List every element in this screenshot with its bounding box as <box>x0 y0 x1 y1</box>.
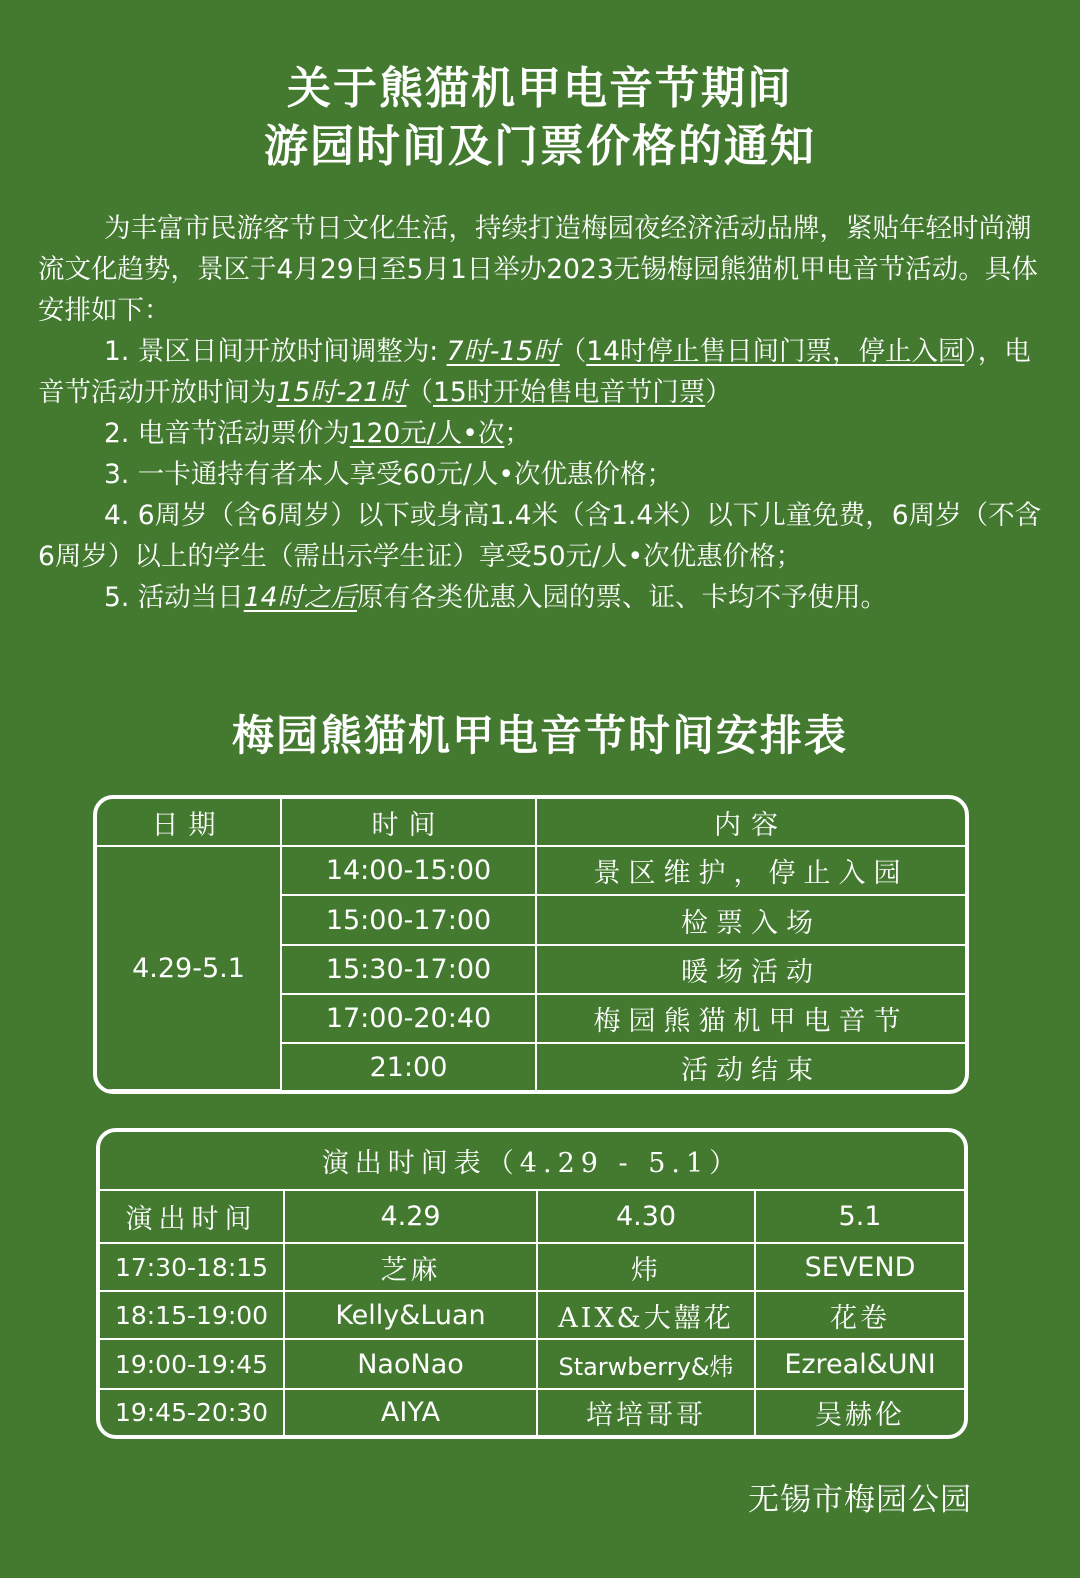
schedule-content: 景区维护，停止入园 <box>536 846 965 895</box>
item1-paren-open: （ <box>559 336 587 367</box>
item2-end: ； <box>504 418 531 449</box>
footer-organization: 无锡市梅园公园 <box>748 1482 972 1518</box>
schedule-table <box>93 795 969 1094</box>
schedule-header-row <box>97 799 965 846</box>
item1-prefix: 1. 景区日间开放时间调整为: <box>104 336 447 367</box>
notice-title-line2: 游园时间及门票价格的通知 <box>264 121 816 172</box>
performer: 培培哥哥 <box>537 1389 755 1435</box>
header-content: 内容 <box>536 799 965 846</box>
performer: AIX&大囍花 <box>537 1291 755 1339</box>
schedule-time: 14:00-15:00 <box>281 846 536 895</box>
item1-day-hours: 7时-15时 <box>446 336 560 367</box>
performance-title-row <box>100 1132 964 1190</box>
performer: 炜 <box>537 1243 755 1291</box>
item2-prefix: 2. 电音节活动票价为 <box>104 418 350 449</box>
schedule-content: 暖场活动 <box>536 945 965 994</box>
item5-prefix: 5. 活动当日 <box>104 582 244 613</box>
table-row <box>100 1243 964 1291</box>
schedule-content: 检票入场 <box>536 895 965 945</box>
notice-intro: 为丰富市民游客节日文化生活，持续打造梅园夜经济活动品牌，紧贴年轻时尚潮流文化趋势，景区于4月29日至5月1日举办2023无锡梅园熊猫机甲电音节活动。具体安排如下： <box>38 213 1038 326</box>
schedule-time: 15:00-17:00 <box>281 895 536 945</box>
schedule-content: 活动结束 <box>536 1043 965 1090</box>
header-day-3: 5.1 <box>755 1190 964 1243</box>
schedule-time: 17:00-20:40 <box>281 994 536 1043</box>
performer: SEVEND <box>755 1243 964 1291</box>
performer: 花卷 <box>755 1291 964 1339</box>
performer: NaoNao <box>284 1339 537 1389</box>
item1-festival-note: 15时开始售电音节门票 <box>433 377 706 408</box>
notice-item-3: 3. 一卡通持有者本人享受60元/人•次优惠价格； <box>104 459 673 490</box>
schedule-title: 梅园熊猫机甲电音节时间安排表 <box>231 711 848 760</box>
header-day-1: 4.29 <box>284 1190 537 1243</box>
notice-body <box>38 208 1048 618</box>
performance-header-row <box>100 1190 964 1243</box>
schedule-content: 梅园熊猫机甲电音节 <box>536 994 965 1043</box>
schedule-date: 4.29-5.1 <box>97 846 281 1090</box>
item1-end: ） <box>705 377 732 408</box>
schedule-time: 15:30-17:00 <box>281 945 536 994</box>
table-row <box>100 1339 964 1389</box>
show-time: 18:15-19:00 <box>100 1291 284 1339</box>
item1-day-note: 14时停止售日间门票，停止入园 <box>586 336 965 367</box>
header-day-2: 4.30 <box>537 1190 755 1243</box>
show-time: 19:00-19:45 <box>100 1339 284 1389</box>
notice-item-1 <box>38 331 1048 413</box>
header-date: 日期 <box>97 799 281 846</box>
performer: Ezreal&UNI <box>755 1339 964 1389</box>
notice-title-line1: 关于熊猫机甲电音节期间 <box>287 63 793 114</box>
header-show-time: 演出时间 <box>100 1190 284 1243</box>
notice-item-2 <box>38 413 1048 454</box>
item5-time: 14时之后 <box>243 582 357 613</box>
performer: AIYA <box>284 1389 537 1435</box>
performer: 芝麻 <box>284 1243 537 1291</box>
table-row <box>100 1389 964 1435</box>
show-time: 19:45-20:30 <box>100 1389 284 1435</box>
header-time: 时间 <box>281 799 536 846</box>
item2-price: 120元/人•次 <box>349 418 505 449</box>
item5-end: 原有各类优惠入园的票、证、卡均不予使用。 <box>356 582 887 613</box>
schedule-time: 21:00 <box>281 1043 536 1090</box>
item1-festival-hours: 15时-21时 <box>276 377 407 408</box>
table-row <box>97 846 965 895</box>
table-row <box>100 1291 964 1339</box>
notice-item-5 <box>38 577 1048 618</box>
show-time: 17:30-18:15 <box>100 1243 284 1291</box>
item1-mid: ），电音节活动开放时间为 <box>38 336 1031 408</box>
performance-title: 演出时间表（4.29 - 5.1） <box>100 1132 964 1190</box>
item1-paren2-open: （ <box>406 377 434 408</box>
performance-table <box>96 1128 968 1439</box>
performer: 吴赫伦 <box>755 1389 964 1435</box>
performer: Kelly&Luan <box>284 1291 537 1339</box>
performer: Starwberry&炜 <box>537 1339 755 1389</box>
notice-item-4: 4. 6周岁（含6周岁）以下或身高1.4米（含1.4米）以下儿童免费，6周岁（不含6周岁）以上的学生（需出示学生证）享受50元/人•次优惠价格； <box>38 500 1042 572</box>
